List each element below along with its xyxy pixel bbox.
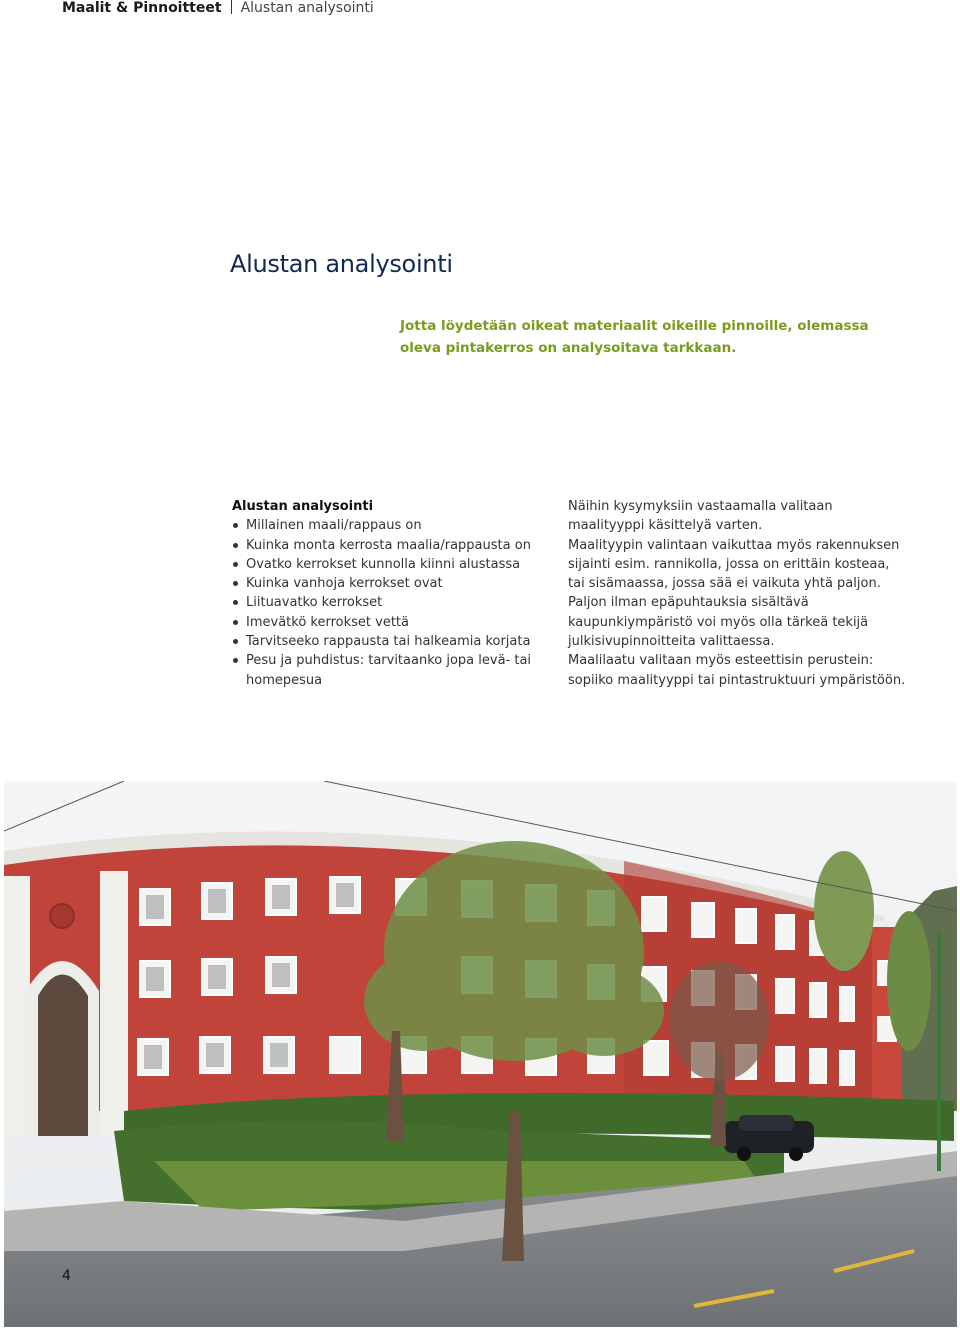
list-item: Liituavatko kerrokset (232, 593, 532, 612)
lead-paragraph: Jotta löydetään oikeat materiaalit oikeille pinnoille, olemassa oleva pintakerros on analysoitava tarkkaan. (400, 318, 869, 356)
body-paragraph: Paljon ilman epäpuhtauksia sisältävä kaupunkiympäristö voi myös olla tärkeä tekijä julkisivupinnoitteita valittaessa. (568, 595, 869, 650)
list-item: Millainen maali/rappaus on (232, 516, 532, 535)
body-paragraph: Näihin kysymyksiin vastaamalla valitaan maalityyppi käsittelyä varten. (568, 499, 833, 534)
header-brand: Maalit & Pinnoitteet (62, 0, 222, 16)
list-item: Kuinka vanhoja kerrokset ovat (232, 574, 532, 593)
pilaster (100, 871, 128, 1136)
list-item: Pesu ja puhdistus: tarvitaanko jopa levä- tai homepesua (232, 651, 532, 690)
page-title: Alustan analysointi (230, 250, 453, 278)
checklist-title: Alustan analysointi (232, 499, 374, 514)
body-paragraph: Maalityypin valintaan vaikuttaa myös rakennuksen sijainti esim. rannikolla, jossa on erittäin kosteaa, tai sisämaassa, jossa sää ei vaikuta yhtä paljon. (568, 537, 900, 592)
list-item: Kuinka monta kerrosta maalia/rappausta on (232, 536, 532, 555)
list-item: Tarvitseeko rappausta tai halkeamia korjata (232, 632, 532, 651)
running-header (62, 0, 374, 16)
lamp-pole (937, 931, 941, 1171)
page-number: 4 (62, 1268, 71, 1284)
building-photo (4, 781, 957, 1327)
body-text-column (568, 497, 908, 690)
list-item: Imevätkö kerrokset vettä (232, 613, 532, 632)
body-paragraph: Maalilaatu valitaan myös esteettisin perustein: sopiiko maalityyppi tai pintastruktuuri ympäristöön. (568, 653, 906, 688)
facade-ornament (50, 904, 74, 928)
checklist-items (232, 516, 532, 690)
checklist (232, 497, 532, 690)
header-divider (231, 0, 232, 14)
header-section: Alustan analysointi (240, 0, 374, 16)
list-item: Ovatko kerrokset kunnolla kiinni alustassa (232, 555, 532, 574)
tree-foliage (814, 851, 874, 971)
